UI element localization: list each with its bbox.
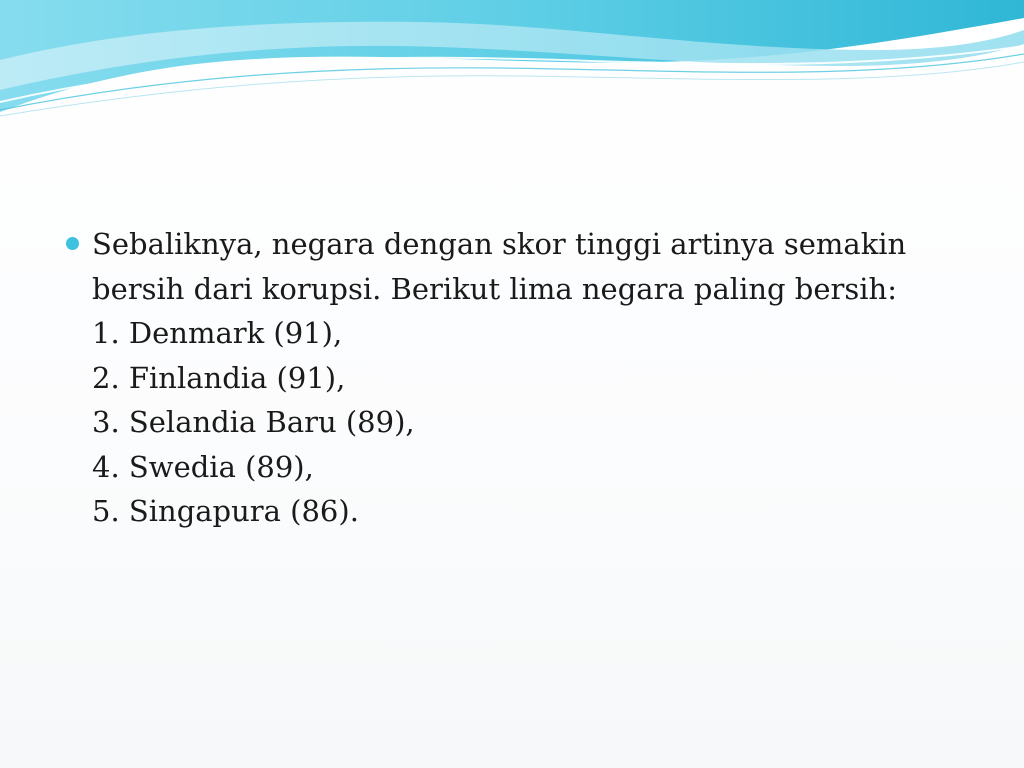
text-line: 2. Finlandia (91), <box>92 360 346 395</box>
bullet-list <box>66 222 966 534</box>
text-line: bersih dari korupsi. Berikut lima negara paling bersih: <box>92 271 897 306</box>
bullet-item <box>66 222 966 534</box>
text-line: 4. Swedia (89), <box>92 449 314 484</box>
bullet-icon <box>66 237 79 250</box>
text-line: 3. Selandia Baru (89), <box>92 405 415 439</box>
text-line: 1. Denmark (91), <box>92 316 343 350</box>
header-wave-decoration <box>0 0 1024 130</box>
text-line: Sebaliknya, negara dengan skor tinggi artinya semakin <box>92 227 907 261</box>
text-line: 5. Singapura (86). <box>92 494 359 528</box>
